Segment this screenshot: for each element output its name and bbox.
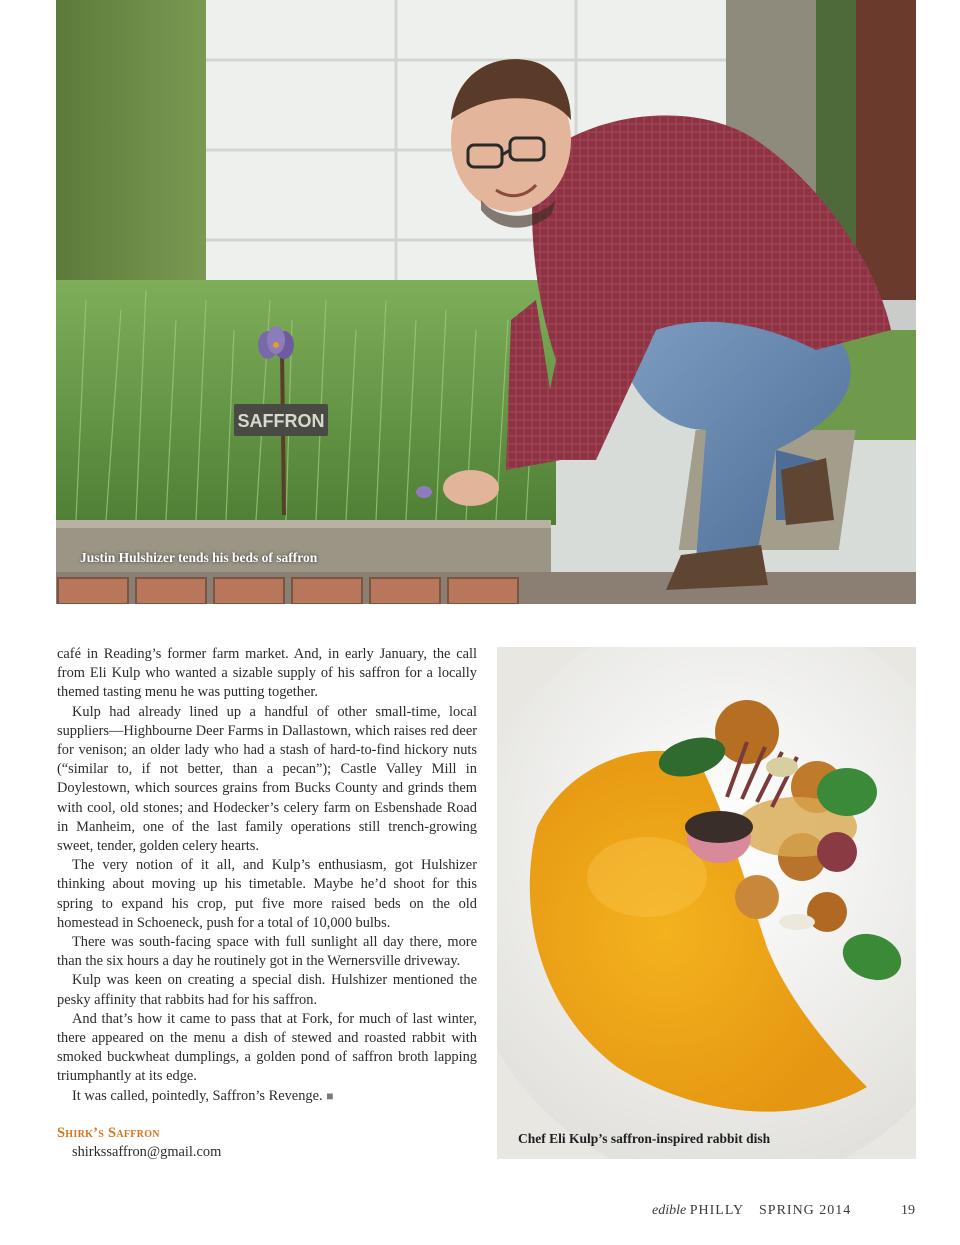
dish-photo: [497, 647, 916, 1159]
source-email: shirkssaffron@gmail.com: [72, 1144, 222, 1160]
top-photo-caption: Justin Hulshizer tends his beds of saffron: [80, 550, 318, 565]
publication-name: [652, 1203, 744, 1219]
issue-date: SPRING 2014: [759, 1203, 852, 1218]
source-title: Shirk’s Saffron: [57, 1125, 160, 1141]
paragraph: And that’s how it came to pass that at Fork, for much of last winter, there appeared on the menu a dish of stewed and roasted rabbit with smoked buckwheat dumplings, a golden pond of saffron broth lapping triumphantly at its edge.: [57, 1010, 477, 1085]
page-number: 19: [901, 1203, 915, 1218]
saffron-sign-text: SAFFRON: [237, 411, 325, 431]
source-info: [57, 1124, 477, 1162]
top-photo: [56, 0, 916, 604]
last-paragraph: [57, 1087, 477, 1106]
dish-photo-caption: Chef Eli Kulp’s saffron-inspired rabbit dish: [518, 1131, 771, 1146]
paragraph: café in Reading’s former farm market. And, in early January, the call from Eli Kulp who wanted a sizable supply of his saffron for a locally themed tasting menu he was putting together.: [57, 646, 477, 701]
end-mark-icon: ■: [326, 1088, 334, 1103]
paragraph: There was south-facing space with full sunlight all day there, more than the six hours a day he routinely got in the Wernersville driveway.: [57, 934, 477, 970]
paragraph: Kulp was keen on creating a special dish. Hulshizer mentioned the pesky affinity that rabbits had for his saffron.: [57, 972, 477, 1008]
brand-edible: edible: [652, 1203, 687, 1218]
article-body: [57, 645, 477, 1106]
paragraph: Kulp had already lined up a handful of other small-time, local suppliers—Highbourne Deer Farms in Dallastown, which raises red deer for venison; an older lady who had a stash of hard-to-find hickory nuts (“similar to, if not better, than a pecan”); Castle Valley Mill in Doylestown, which sources grains from Bucks County and grinds them with cool, old stones; and Hodecker’s celery farm on Esbenshade Road in Manheim, one of the last family operations still trench-growing sweet, tender, golden celery hearts.: [57, 703, 477, 855]
paragraph-text: It was called, pointedly, Saffron’s Revenge.: [72, 1087, 323, 1104]
page-footer: [0, 1203, 960, 1223]
brand-city: PHILLY: [689, 1203, 745, 1218]
paragraph: The very notion of it all, and Kulp’s enthusiasm, got Hulshizer thinking about moving up his timetable. Maybe he’d shoot for this spring to expand his crop, put five more raised beds on the old homestead in Schoeneck, push for a total of 10,000 bulbs.: [57, 857, 477, 931]
